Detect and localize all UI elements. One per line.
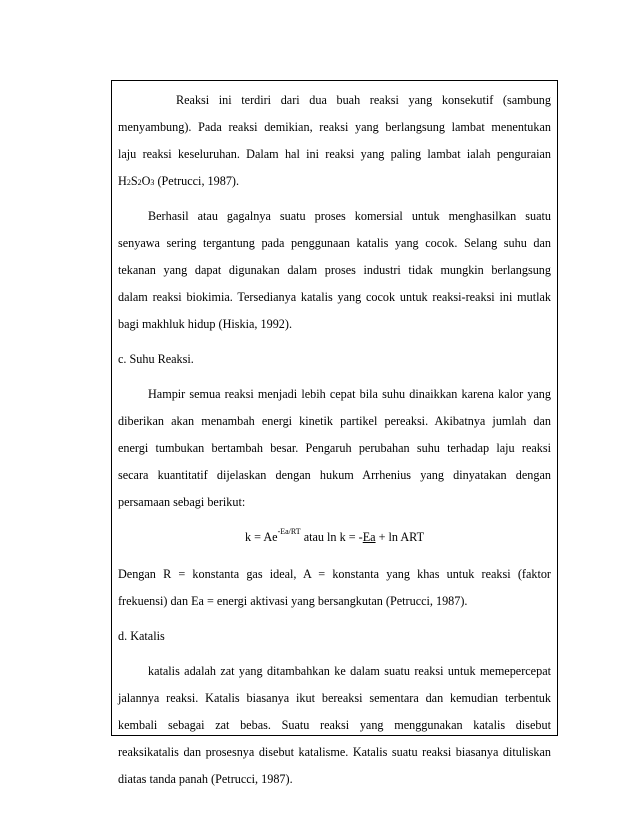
text-line: secara kuantitatif dijelaskan dengan hukum Arrhenius yang dinyatakan dengan (118, 468, 551, 482)
paragraph-katalis (118, 658, 551, 793)
text-line: laju reaksi keseluruhan. Dalam hal ini reaksi yang paling lambat ialah penguraian (118, 147, 551, 161)
formula-exponent: -Ea/RT (277, 526, 301, 536)
arrhenius-equation (118, 524, 551, 551)
text-line: kembali sebagai zat bebas. Suatu reaksi yang menggunakan katalis disebut (118, 718, 551, 732)
text-line: menyambung). Pada reaksi demikian, reaksi yang berlangsung lambat menentukan (118, 120, 551, 134)
text-line: tekanan yang dapat digunakan dalam proses industri tidak mungkin berlangsung (118, 263, 551, 277)
citation: (Petrucci, 1987). (154, 174, 240, 188)
formula-end: + ln ART (375, 530, 425, 544)
text-line: diberikan akan menambah energi kinetik partikel pereaksi. Akibatnya jumlah dan (118, 414, 551, 428)
text-line: Dengan R = konstanta gas ideal, A = konstanta yang khas untuk reaksi (faktor (118, 567, 551, 581)
text-line-formula (118, 168, 551, 195)
text-line: reaksikatalis dan prosesnya disebut katalisme. Katalis suatu reaksi biasanya dituliskan (118, 745, 551, 759)
paragraph-reaksi-konsekutif (118, 87, 551, 195)
paragraph-suhu (118, 381, 551, 516)
chem-sub: 2 (126, 178, 131, 187)
heading-suhu-reaksi: c. Suhu Reaksi. (118, 352, 194, 366)
formula-base: k = Ae (244, 530, 278, 544)
text-line: jalannya reaksi. Katalis biasanya ikut bereaksi sementara dan kemudian terbentuk (118, 691, 551, 705)
text-line: frekuensi) dan Ea = energi aktivasi yang bersangkutan (Petrucci, 1987). (118, 594, 468, 608)
text-line: Berhasil atau gagalnya suatu proses komersial untuk menghasilkan suatu (148, 209, 551, 223)
chem-O: O (141, 174, 151, 188)
formula-ea: Ea (362, 530, 376, 544)
chem-S: S (130, 174, 138, 188)
text-line: persamaan sebagi berikut: (118, 495, 246, 509)
heading-katalis: d. Katalis (118, 629, 165, 643)
formula-mid: atau ln k = - (300, 530, 363, 544)
page-frame (111, 80, 558, 786)
chem-sub: 3 (150, 178, 155, 187)
text-line: energi tumbukan bertambah besar. Pengaruh perubahan suhu terhadap laju reaksi (118, 441, 551, 455)
paragraph-katalis-komersial (118, 203, 551, 338)
chem-sub: 2 (137, 178, 142, 187)
text-line: Hampir semua reaksi menjadi lebih cepat bila suhu dinaikkan karena kalor yang (148, 387, 551, 401)
text-line: bagi makhluk hidup (Hiskia, 1992). (118, 317, 292, 331)
text-line: Reaksi ini terdiri dari dua buah reaksi yang konsekutif (sambung (176, 93, 551, 107)
text-line: senyawa sering tergantung pada penggunaan katalis yang cocok. Selang suhu dan (118, 236, 551, 250)
text-line: dalam reaksi biokimia. Tersedianya katalis yang cocok untuk reaksi-reaksi ini mutlak (118, 290, 551, 304)
text-line: katalis adalah zat yang ditambahkan ke dalam suatu reaksi untuk memepercepat (148, 664, 551, 678)
chem-H: H (118, 174, 127, 188)
document-body (118, 87, 551, 793)
text-line: diatas tanda panah (Petrucci, 1987). (118, 772, 293, 786)
paragraph-konstanta (118, 561, 551, 615)
